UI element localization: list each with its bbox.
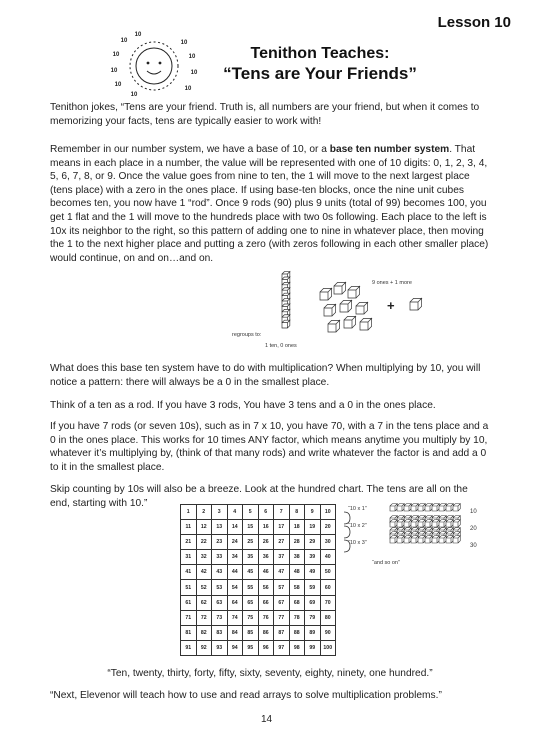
title-line-2: “Tens are Your Friends” [223,64,417,83]
table-row [181,640,336,655]
hundred-chart-cell: 9 [305,505,321,520]
hundred-chart-cell: 15 [243,520,259,535]
hundred-chart-cell: 67 [274,595,290,610]
table-row [181,565,336,580]
hundred-chart-cell: 54 [227,580,243,595]
hundred-chart-cell: 65 [243,595,259,610]
title-line-1: Tenithon Teaches: [250,45,390,62]
hundred-chart-cell: 50 [320,565,336,580]
hundred-chart-cell: 17 [274,520,290,535]
mult-label-3: “10 x 3” [348,540,367,546]
hundred-chart-cell: 23 [212,535,228,550]
hundred-chart-cell: 16 [258,520,274,535]
hundred-chart-cell: 4 [227,505,243,520]
hundred-chart-cell: 39 [305,550,321,565]
badge-text: 10 [134,32,142,38]
hundred-chart-cell: 91 [181,640,197,655]
hundred-chart-cell: 56 [258,580,274,595]
paragraph-next-lesson: “Next, Elevenor will teach how to use and read arrays to solve multiplication problems.” [50,690,442,701]
table-row [181,595,336,610]
hundred-chart-cell: 31 [181,550,197,565]
and-so-on-label: “and so on” [372,560,400,566]
hundred-chart-cell: 3 [212,505,228,520]
hundred-chart-cell: 1 [181,505,197,520]
hundred-chart-cell: 12 [196,520,212,535]
hundred-chart-cell: 66 [258,595,274,610]
hundred-chart-cell: 77 [274,610,290,625]
hundred-chart [180,504,336,656]
table-row [181,520,336,535]
hundred-chart-cell: 7 [274,505,290,520]
hundred-chart-cell: 86 [258,625,274,640]
hundred-chart-cell: 85 [243,625,259,640]
hundred-chart-cell: 84 [227,625,243,640]
hundred-chart-cell: 87 [274,625,290,640]
table-row [181,535,336,550]
badge-text: 10 [188,54,196,60]
hundred-chart-cell: 92 [196,640,212,655]
unit-cubes-icon [320,282,422,332]
paragraph-intro: Tenithon jokes, “Tens are your friend. Truth is, all numbers are your friend, but when it comes to memorizing your facts, tens are typically easier to work with! [50,102,480,127]
hundred-chart-cell: 98 [289,640,305,655]
paragraph-base-ten-pre: Remember in our number system, we have a base of 10, or a [50,144,330,155]
hundred-chart-cell: 68 [289,595,305,610]
hundred-chart-cell: 21 [181,535,197,550]
hundred-chart-cell: 90 [320,625,336,640]
hundred-chart-cell: 64 [227,595,243,610]
plus-sign: + [387,298,395,313]
hundred-chart-cell: 10 [320,505,336,520]
hundred-chart-cell: 63 [212,595,228,610]
hundred-chart-cell: 70 [320,595,336,610]
paragraph-skip-counting: Skip counting by 10s will also be a breeze. Look at the hundred chart. The tens are all on the end, starting with 10.” [50,484,468,509]
hundred-chart-cell: 88 [289,625,305,640]
hundred-chart-cell: 45 [243,565,259,580]
hundred-chart-cell: 28 [289,535,305,550]
hundred-chart-cell: 6 [258,505,274,520]
hundred-chart-cell: 24 [227,535,243,550]
hundred-chart-cell: 96 [258,640,274,655]
table-row [181,625,336,640]
hundred-chart-cell: 55 [243,580,259,595]
hundred-chart-cell: 47 [274,565,290,580]
horizontal-rods-icon [390,504,460,543]
hundred-chart-cell: 78 [289,610,305,625]
ten-rods-figure [342,500,492,570]
hundred-chart-cell: 97 [274,640,290,655]
hundred-chart-cell: 49 [305,565,321,580]
hundred-chart-cell: 33 [212,550,228,565]
hundred-chart-cell: 34 [227,550,243,565]
hundred-chart-cell: 29 [305,535,321,550]
hundred-chart-cell: 99 [305,640,321,655]
rod-value-20: 20 [470,526,477,532]
hundred-chart-cell: 26 [258,535,274,550]
hundred-chart-cell: 2 [196,505,212,520]
hundred-chart-cell: 73 [212,610,228,625]
hundred-chart-cell: 60 [320,580,336,595]
hundred-chart-cell: 13 [212,520,228,535]
hundred-chart-cell: 19 [305,520,321,535]
rod-value-10: 10 [470,509,477,515]
hundred-chart-cell: 75 [243,610,259,625]
hundred-chart-cell: 62 [196,595,212,610]
rod-value-30: 30 [470,543,477,549]
table-row [181,580,336,595]
table-row [181,610,336,625]
hundred-chart-cell: 59 [305,580,321,595]
hundred-chart-cell: 11 [181,520,197,535]
hundred-chart-cell: 41 [181,565,197,580]
hundred-chart-cell: 80 [320,610,336,625]
hundred-chart-cell: 46 [258,565,274,580]
ones-label: 9 ones + 1 more [372,280,412,286]
hundred-chart-cell: 37 [274,550,290,565]
sun-mascot-icon [104,28,204,100]
hundred-chart-cell: 25 [243,535,259,550]
base-ten-term: base ten number system [329,144,450,155]
page-title [200,44,440,84]
hundred-chart-cell: 18 [289,520,305,535]
hundred-chart-cell: 22 [196,535,212,550]
hundred-chart-cell: 52 [196,580,212,595]
hundred-chart-cell: 14 [227,520,243,535]
hundred-chart-cell: 44 [227,565,243,580]
hundred-chart-cell: 74 [227,610,243,625]
ten-rod-icon [282,272,290,328]
hundred-chart-cell: 57 [274,580,290,595]
hundred-chart-cell: 38 [289,550,305,565]
page-number: 14 [260,714,273,725]
badge-text: 10 [120,38,128,44]
hundred-chart-cell: 76 [258,610,274,625]
hundred-chart-cell: 36 [258,550,274,565]
hundred-chart-cell: 20 [320,520,336,535]
hundred-chart-cell: 83 [212,625,228,640]
regroups-label: regroups to: [232,332,262,338]
badge-text: 10 [114,82,122,88]
ten-label: 1 ten, 0 ones [265,343,297,349]
hundred-chart-cell: 61 [181,595,197,610]
hundred-chart-cell: 71 [181,610,197,625]
hundred-chart-cell: 81 [181,625,197,640]
hundred-chart-cell: 8 [289,505,305,520]
hundred-chart-cell: 79 [305,610,321,625]
hundred-chart-cell: 30 [320,535,336,550]
mult-label-2: “10 x 2” [348,523,367,529]
hundred-chart-cell: 48 [289,565,305,580]
hundred-chart-cell: 69 [305,595,321,610]
badge-text: 10 [110,68,118,74]
table-row [181,505,336,520]
hundred-chart-cell: 72 [196,610,212,625]
hundred-chart-cell: 93 [212,640,228,655]
hundred-chart-cell: 89 [305,625,321,640]
hundred-chart-cell: 27 [274,535,290,550]
hundred-chart-cell: 53 [212,580,228,595]
badge-text: 10 [112,52,120,58]
table-row [181,550,336,565]
hundred-chart-cell: 5 [243,505,259,520]
hundred-chart-cell: 94 [227,640,243,655]
base-ten-blocks-figure [232,270,452,350]
hundred-chart-cell: 42 [196,565,212,580]
hundred-chart-cell: 58 [289,580,305,595]
hundred-chart-cell: 51 [181,580,197,595]
badge-text: 10 [190,70,198,76]
lesson-label: Lesson 10 [437,14,511,31]
hundred-chart-cell: 82 [196,625,212,640]
badge-text: 10 [184,86,192,92]
hundred-chart-cell: 35 [243,550,259,565]
badge-text: 10 [130,92,138,98]
hundred-chart-cell: 40 [320,550,336,565]
paragraph-rods: Think of a ten as a rod. If you have 3 rods, You have 3 tens and a 0 in the ones place. [50,400,436,411]
mult-label-1: “10 x 1” [348,506,367,512]
paragraph-base-ten [50,143,490,265]
quote-counting: “Ten, twenty, thirty, forty, fifty, sixty, seventy, eighty, ninety, one hundred.” [107,668,433,679]
hundred-chart-cell: 95 [243,640,259,655]
badge-text: 10 [180,40,188,46]
paragraph-base-ten-post: . That means in each place in a number, the value will be represented with one of 10 digits: 0, 1, 2, 3, 4, 5, 6, 7, 8, or 9. Once the value goes from nine to ten, the 1 will move to the next largest place (tens place) with a zero in the ones place. If using base-ten blocks, once the nine unit cubes becomes ten, you now have 1 “rod”. Once 9 rods (90) plus 9 units (total of 99) becomes 100, you get 1 flat and the 1 will move to the hundreds place with two 0s following. Each place to the left is 10x its neighbor to the right, so this pattern of adding one to nine in whatever place, then moving the 1 to the next higher place and putting a zero (with zeros following in each other smaller place) would continue, on and on…and on. [50,144,489,264]
paragraph-seven-rods: If you have 7 rods (or seven 10s), such as in 7 x 10, you have 70, with a 7 in the tens place and a 0 in the ones place. This works for 10 times ANY factor, which means anytime you multiply by 10, whatever it’s multiplying by, (think of that many rods) and write whatever the factor is and add a 0 to it in the smallest place. [50,421,489,473]
hundred-chart-cell: 32 [196,550,212,565]
paragraph-multiplication: What does this base ten system have to do with multiplication? When multiplying by 10, you will notice a pattern: there will always be a 0 in the smallest place. [50,363,481,388]
hundred-chart-cell: 43 [212,565,228,580]
hundred-chart-cell: 100 [320,640,336,655]
